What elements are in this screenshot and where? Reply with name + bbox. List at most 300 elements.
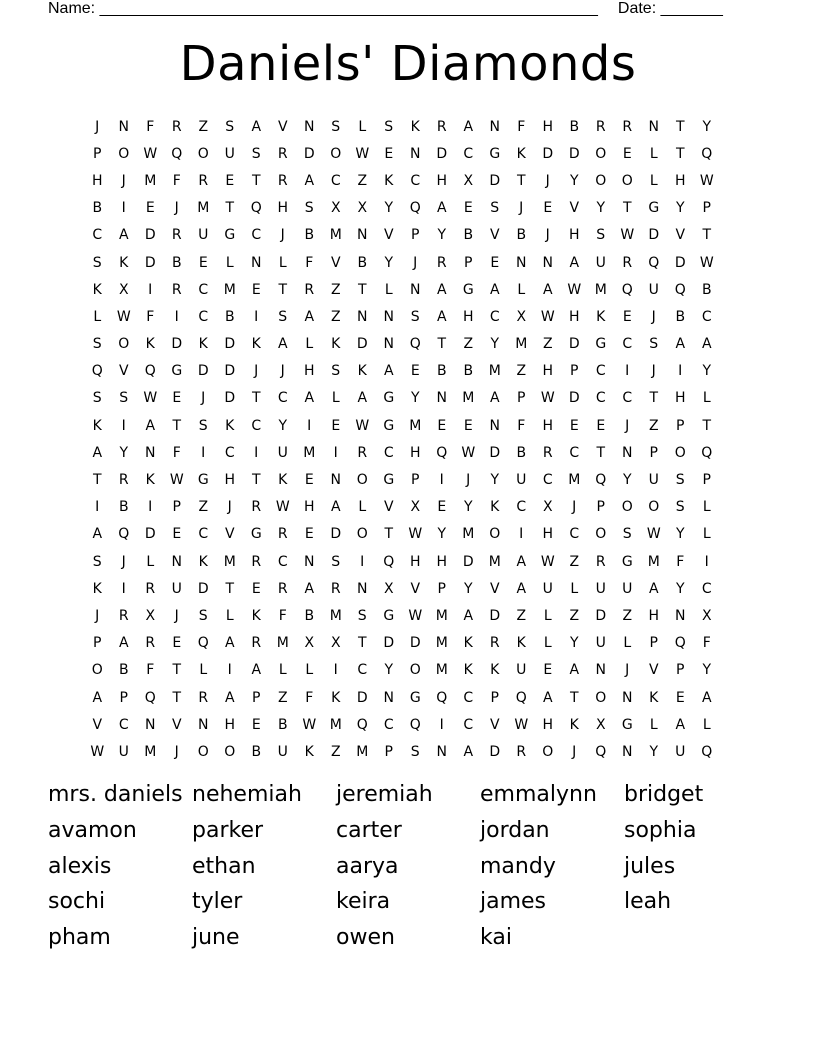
grid-letter: D <box>462 553 474 570</box>
grid-letter: V <box>489 227 500 244</box>
grid-letter: R <box>145 635 156 652</box>
grid-letter: D <box>568 336 580 353</box>
grid-letter: Z <box>648 417 659 434</box>
grid-letter: I <box>95 499 100 516</box>
grid-letter: R <box>171 118 182 135</box>
grid-letter: V <box>489 716 500 733</box>
grid-letter: G <box>383 607 395 624</box>
grid-letter: S <box>304 200 314 217</box>
grid-letter: P <box>411 227 420 244</box>
page-title: Daniels' Diamonds <box>179 36 637 92</box>
grid-letter: S <box>92 553 102 570</box>
grid-letter: X <box>383 580 394 597</box>
grid-letter: P <box>172 499 181 516</box>
grid-letter: I <box>307 417 312 434</box>
grid-row <box>84 249 720 276</box>
grid-letter: K <box>92 281 102 298</box>
grid-letter: Y <box>569 635 579 652</box>
grid-letter: A <box>224 689 235 706</box>
grid-row <box>84 195 720 222</box>
grid-letter: O <box>118 336 130 353</box>
grid-letter: C <box>224 444 235 461</box>
grid-letter: F <box>146 118 155 135</box>
grid-letter: R <box>277 526 288 543</box>
grid-row <box>84 711 720 738</box>
grid-letter: B <box>251 743 262 760</box>
grid-letter: E <box>225 172 235 189</box>
grid-letter: T <box>251 172 261 189</box>
grid-letter: Y <box>463 580 473 597</box>
grid-letter: G <box>595 336 607 353</box>
grid-letter: S <box>198 607 208 624</box>
grid-letter: Z <box>198 118 209 135</box>
grid-letter: P <box>93 635 102 652</box>
grid-letter: M <box>276 635 289 652</box>
grid-letter: C <box>463 716 474 733</box>
word-bank-item: bridget <box>624 782 704 807</box>
grid-letter: F <box>146 662 155 679</box>
grid-letter: N <box>622 743 633 760</box>
grid-letter: N <box>622 689 633 706</box>
grid-row <box>84 602 720 629</box>
grid-letter: I <box>254 444 259 461</box>
grid-letter: A <box>118 227 129 244</box>
grid-letter: S <box>92 390 102 407</box>
grid-letter: F <box>172 444 181 461</box>
grid-letter: Z <box>463 336 474 353</box>
grid-letter: Z <box>569 553 580 570</box>
grid-letter: H <box>462 308 474 325</box>
grid-letter: O <box>197 743 209 760</box>
grid-letter: G <box>648 200 660 217</box>
grid-letter: N <box>357 308 368 325</box>
grid-letter: J <box>572 499 577 516</box>
grid-letter: R <box>145 580 156 597</box>
grid-letter: N <box>357 580 368 597</box>
grid-letter: J <box>545 227 550 244</box>
grid-letter: H <box>303 363 315 380</box>
grid-letter: W <box>116 308 131 325</box>
grid-letter: X <box>701 607 712 624</box>
grid-letter: H <box>568 227 580 244</box>
grid-letter: K <box>490 662 500 679</box>
grid-letter: D <box>383 635 395 652</box>
grid-letter: W <box>567 281 582 298</box>
grid-row <box>84 385 720 412</box>
grid-letter: T <box>702 417 712 434</box>
grid-letter: T <box>437 336 447 353</box>
word-bank-item: nehemiah <box>192 782 302 807</box>
grid-letter: C <box>251 227 262 244</box>
grid-letter: W <box>169 472 184 489</box>
grid-letter: F <box>305 254 314 271</box>
grid-letter: G <box>250 526 262 543</box>
grid-letter: V <box>224 526 235 543</box>
grid-letter: S <box>92 336 102 353</box>
grid-letter: A <box>569 662 580 679</box>
grid-letter: S <box>331 118 341 135</box>
grid-letter: R <box>436 254 447 271</box>
grid-letter: C <box>198 526 209 543</box>
grid-letter: Y <box>490 336 500 353</box>
grid-letter: O <box>91 662 103 679</box>
grid-letter: H <box>648 607 660 624</box>
grid-letter: J <box>413 254 418 271</box>
grid-letter: W <box>408 607 423 624</box>
grid-letter: H <box>674 390 686 407</box>
grid-letter: U <box>516 472 527 489</box>
grid-letter: W <box>302 716 317 733</box>
grid-letter: R <box>622 118 633 135</box>
word-bank-item: parker <box>192 817 264 843</box>
grid-letter: H <box>436 172 448 189</box>
grid-letter: X <box>330 200 341 217</box>
grid-letter: J <box>466 472 471 489</box>
grid-letter: H <box>542 363 554 380</box>
grid-letter: D <box>489 607 501 624</box>
grid-letter: N <box>198 716 209 733</box>
grid-letter: J <box>95 607 100 624</box>
grid-letter: A <box>675 716 686 733</box>
grid-letter: K <box>463 635 473 652</box>
grid-letter: B <box>569 118 580 135</box>
grid-letter: M <box>197 200 210 217</box>
grid-letter: P <box>649 635 658 652</box>
grid-letter: C <box>595 363 606 380</box>
grid-letter: H <box>542 716 554 733</box>
grid-letter: P <box>464 254 473 271</box>
grid-letter: E <box>596 417 606 434</box>
grid-letter: A <box>569 254 580 271</box>
word-bank-item: jeremiah <box>336 782 433 807</box>
grid-row <box>84 494 720 521</box>
grid-letter: J <box>651 363 656 380</box>
grid-letter: R <box>330 580 341 597</box>
grid-letter: N <box>118 118 129 135</box>
grid-letter: Q <box>436 689 448 706</box>
grid-letter: F <box>305 689 314 706</box>
grid-letter: Y <box>675 200 685 217</box>
grid-letter: H <box>224 472 236 489</box>
grid-letter: N <box>648 118 659 135</box>
grid-letter: Q <box>701 145 713 162</box>
grid-letter: F <box>146 308 155 325</box>
grid-letter: A <box>224 635 235 652</box>
grid-letter: D <box>489 743 501 760</box>
grid-letter: Q <box>595 472 607 489</box>
grid-letter: V <box>383 227 394 244</box>
grid-row <box>84 575 720 602</box>
grid-letter: K <box>251 336 261 353</box>
grid-letter: E <box>172 390 182 407</box>
grid-letter: J <box>121 172 126 189</box>
grid-letter: A <box>304 580 315 597</box>
grid-letter: C <box>622 336 633 353</box>
grid-letter: T <box>357 635 367 652</box>
grid-letter: K <box>198 553 208 570</box>
grid-letter: J <box>625 662 630 679</box>
grid-letter: L <box>570 580 579 597</box>
grid-row <box>84 439 720 466</box>
grid-letter: Y <box>622 472 632 489</box>
grid-letter: Y <box>702 363 712 380</box>
grid-letter: B <box>463 363 474 380</box>
grid-letter: A <box>648 580 659 597</box>
grid-letter: Y <box>119 444 129 461</box>
grid-letter: R <box>251 499 262 516</box>
grid-letter: D <box>144 254 156 271</box>
grid-letter: L <box>702 390 711 407</box>
grid-letter: G <box>383 390 395 407</box>
grid-row <box>84 657 720 684</box>
grid-letter: B <box>357 254 368 271</box>
word-bank-item: ethan <box>192 853 256 879</box>
grid-letter: Y <box>384 662 394 679</box>
grid-letter: C <box>463 145 474 162</box>
grid-letter: B <box>675 308 686 325</box>
grid-letter: Y <box>278 417 288 434</box>
grid-letter: V <box>410 580 421 597</box>
grid-letter: R <box>198 689 209 706</box>
grid-letter: M <box>223 553 236 570</box>
grid-letter: U <box>542 580 553 597</box>
grid-row <box>84 303 720 330</box>
grid-letter: M <box>144 172 157 189</box>
grid-letter: K <box>92 580 102 597</box>
word-bank-item: mrs. daniels <box>48 782 183 807</box>
word-bank-item: mandy <box>480 853 556 879</box>
grid-letter: K <box>649 689 659 706</box>
grid-letter: P <box>596 499 605 516</box>
grid-letter: K <box>490 499 500 516</box>
grid-letter: V <box>648 662 659 679</box>
word-bank-item: emmalynn <box>480 782 597 807</box>
grid-letter: H <box>436 553 448 570</box>
grid-letter: A <box>463 118 474 135</box>
grid-letter: N <box>383 336 394 353</box>
grid-letter: E <box>198 254 208 271</box>
grid-letter: Y <box>384 254 394 271</box>
grid-letter: M <box>435 635 448 652</box>
grid-letter: Q <box>409 200 421 217</box>
grid-letter: R <box>595 553 606 570</box>
grid-letter: L <box>517 281 526 298</box>
grid-letter: E <box>622 145 632 162</box>
grid-letter: D <box>674 254 686 271</box>
grid-letter: K <box>516 635 526 652</box>
grid-letter: I <box>121 200 126 217</box>
grid-letter: R <box>118 607 129 624</box>
grid-letter: S <box>198 417 208 434</box>
word-bank-item: tyler <box>192 889 243 915</box>
grid-letter: K <box>463 662 473 679</box>
grid-letter: T <box>357 281 367 298</box>
grid-letter: D <box>356 336 368 353</box>
grid-letter: I <box>254 308 259 325</box>
grid-letter: N <box>383 308 394 325</box>
grid-letter: K <box>331 689 341 706</box>
grid-letter: A <box>489 281 500 298</box>
word-bank <box>48 777 768 956</box>
date-field-label: Date: _______ <box>617 0 723 17</box>
grid-letter: O <box>621 172 633 189</box>
grid-letter: M <box>329 227 342 244</box>
grid-letter: E <box>172 635 182 652</box>
grid-letter: N <box>357 227 368 244</box>
grid-letter: X <box>516 308 527 325</box>
grid-letter: N <box>251 254 262 271</box>
grid-letter: Q <box>356 716 368 733</box>
grid-letter: W <box>540 390 555 407</box>
grid-letter: D <box>171 336 183 353</box>
grid-letter: P <box>437 580 446 597</box>
grid-letter: O <box>595 145 607 162</box>
grid-letter: H <box>224 716 236 733</box>
word-bank-item: owen <box>336 925 395 951</box>
word-bank-item: keira <box>336 889 391 915</box>
grid-letter: W <box>143 390 158 407</box>
grid-letter: V <box>171 716 182 733</box>
grid-letter: E <box>437 417 447 434</box>
grid-letter: O <box>648 499 660 516</box>
grid-row <box>84 113 720 140</box>
grid-letter: C <box>701 308 712 325</box>
grid-letter: W <box>143 145 158 162</box>
grid-letter: M <box>594 281 607 298</box>
grid-letter: U <box>277 743 288 760</box>
grid-letter: P <box>649 444 658 461</box>
grid-letter: E <box>543 200 553 217</box>
grid-letter: A <box>251 662 262 679</box>
grid-letter: Y <box>675 580 685 597</box>
grid-letter: K <box>145 472 155 489</box>
grid-letter: G <box>171 363 183 380</box>
grid-letter: R <box>304 281 315 298</box>
grid-letter: R <box>516 743 527 760</box>
grid-letter: S <box>251 145 261 162</box>
grid-letter: W <box>461 444 476 461</box>
grid-letter: C <box>277 390 288 407</box>
grid-letter: I <box>227 662 232 679</box>
grid-row <box>84 466 720 493</box>
grid-letter: O <box>356 472 368 489</box>
grid-letter: P <box>490 689 499 706</box>
grid-letter: D <box>144 227 156 244</box>
grid-letter: A <box>436 200 447 217</box>
grid-letter: D <box>356 689 368 706</box>
word-bank-item: jordan <box>480 817 550 843</box>
grid-letter: M <box>356 743 369 760</box>
grid-letter: E <box>251 281 261 298</box>
grid-letter: W <box>646 526 661 543</box>
grid-letter: L <box>278 662 287 679</box>
grid-letter: A <box>92 444 103 461</box>
grid-letter: I <box>333 444 338 461</box>
grid-letter: O <box>409 662 421 679</box>
grid-letter: S <box>622 526 632 543</box>
grid-letter: Z <box>622 607 633 624</box>
grid-letter: K <box>410 118 420 135</box>
grid-letter: L <box>649 172 658 189</box>
grid-letter: O <box>674 444 686 461</box>
grid-letter: V <box>383 499 394 516</box>
grid-letter: K <box>516 145 526 162</box>
grid-letter: N <box>595 662 606 679</box>
grid-letter: G <box>383 472 395 489</box>
grid-letter: V <box>118 363 129 380</box>
word-search-grid <box>84 113 720 766</box>
grid-letter: Q <box>144 363 156 380</box>
grid-letter: Y <box>569 172 579 189</box>
grid-letter: A <box>383 363 394 380</box>
grid-letter: B <box>516 227 527 244</box>
grid-letter: U <box>118 743 129 760</box>
grid-letter: X <box>145 607 156 624</box>
grid-letter: K <box>331 336 341 353</box>
grid-letter: I <box>519 526 524 543</box>
grid-letter: E <box>490 254 500 271</box>
grid-letter: P <box>252 689 261 706</box>
grid-letter: T <box>569 689 579 706</box>
grid-letter: P <box>570 363 579 380</box>
grid-letter: D <box>436 145 448 162</box>
grid-letter: J <box>572 743 577 760</box>
grid-letter: C <box>357 662 368 679</box>
grid-letter: Z <box>357 172 368 189</box>
grid-letter: R <box>171 281 182 298</box>
grid-letter: A <box>304 390 315 407</box>
grid-letter: C <box>118 716 129 733</box>
grid-letter: K <box>569 716 579 733</box>
grid-letter: R <box>357 444 368 461</box>
grid-letter: Q <box>515 689 527 706</box>
grid-letter: T <box>172 689 182 706</box>
grid-letter: E <box>569 417 579 434</box>
grid-letter: U <box>648 281 659 298</box>
grid-letter: J <box>625 417 630 434</box>
grid-letter: D <box>542 145 554 162</box>
grid-letter: R <box>489 635 500 652</box>
grid-letter: U <box>675 743 686 760</box>
grid-letter: L <box>543 635 552 652</box>
word-bank-item: alexis <box>48 853 112 879</box>
grid-row <box>84 358 720 385</box>
grid-row <box>84 167 720 194</box>
grid-letter: N <box>489 118 500 135</box>
grid-letter: N <box>489 417 500 434</box>
grid-letter: O <box>542 743 554 760</box>
grid-letter: W <box>699 254 714 271</box>
grid-letter: H <box>674 172 686 189</box>
grid-letter: G <box>197 472 209 489</box>
grid-letter: F <box>676 553 685 570</box>
grid-letter: A <box>516 553 527 570</box>
grid-letter: J <box>201 390 206 407</box>
grid-letter: I <box>439 472 444 489</box>
grid-letter: V <box>489 580 500 597</box>
grid-row <box>84 276 720 303</box>
grid-letter: L <box>225 254 234 271</box>
grid-letter: T <box>702 227 712 244</box>
grid-letter: F <box>172 172 181 189</box>
grid-letter: S <box>410 308 420 325</box>
grid-letter: I <box>174 308 179 325</box>
grid-letter: E <box>543 662 553 679</box>
grid-letter: S <box>596 227 606 244</box>
grid-letter: D <box>303 145 315 162</box>
grid-letter: W <box>540 308 555 325</box>
grid-letter: R <box>251 553 262 570</box>
